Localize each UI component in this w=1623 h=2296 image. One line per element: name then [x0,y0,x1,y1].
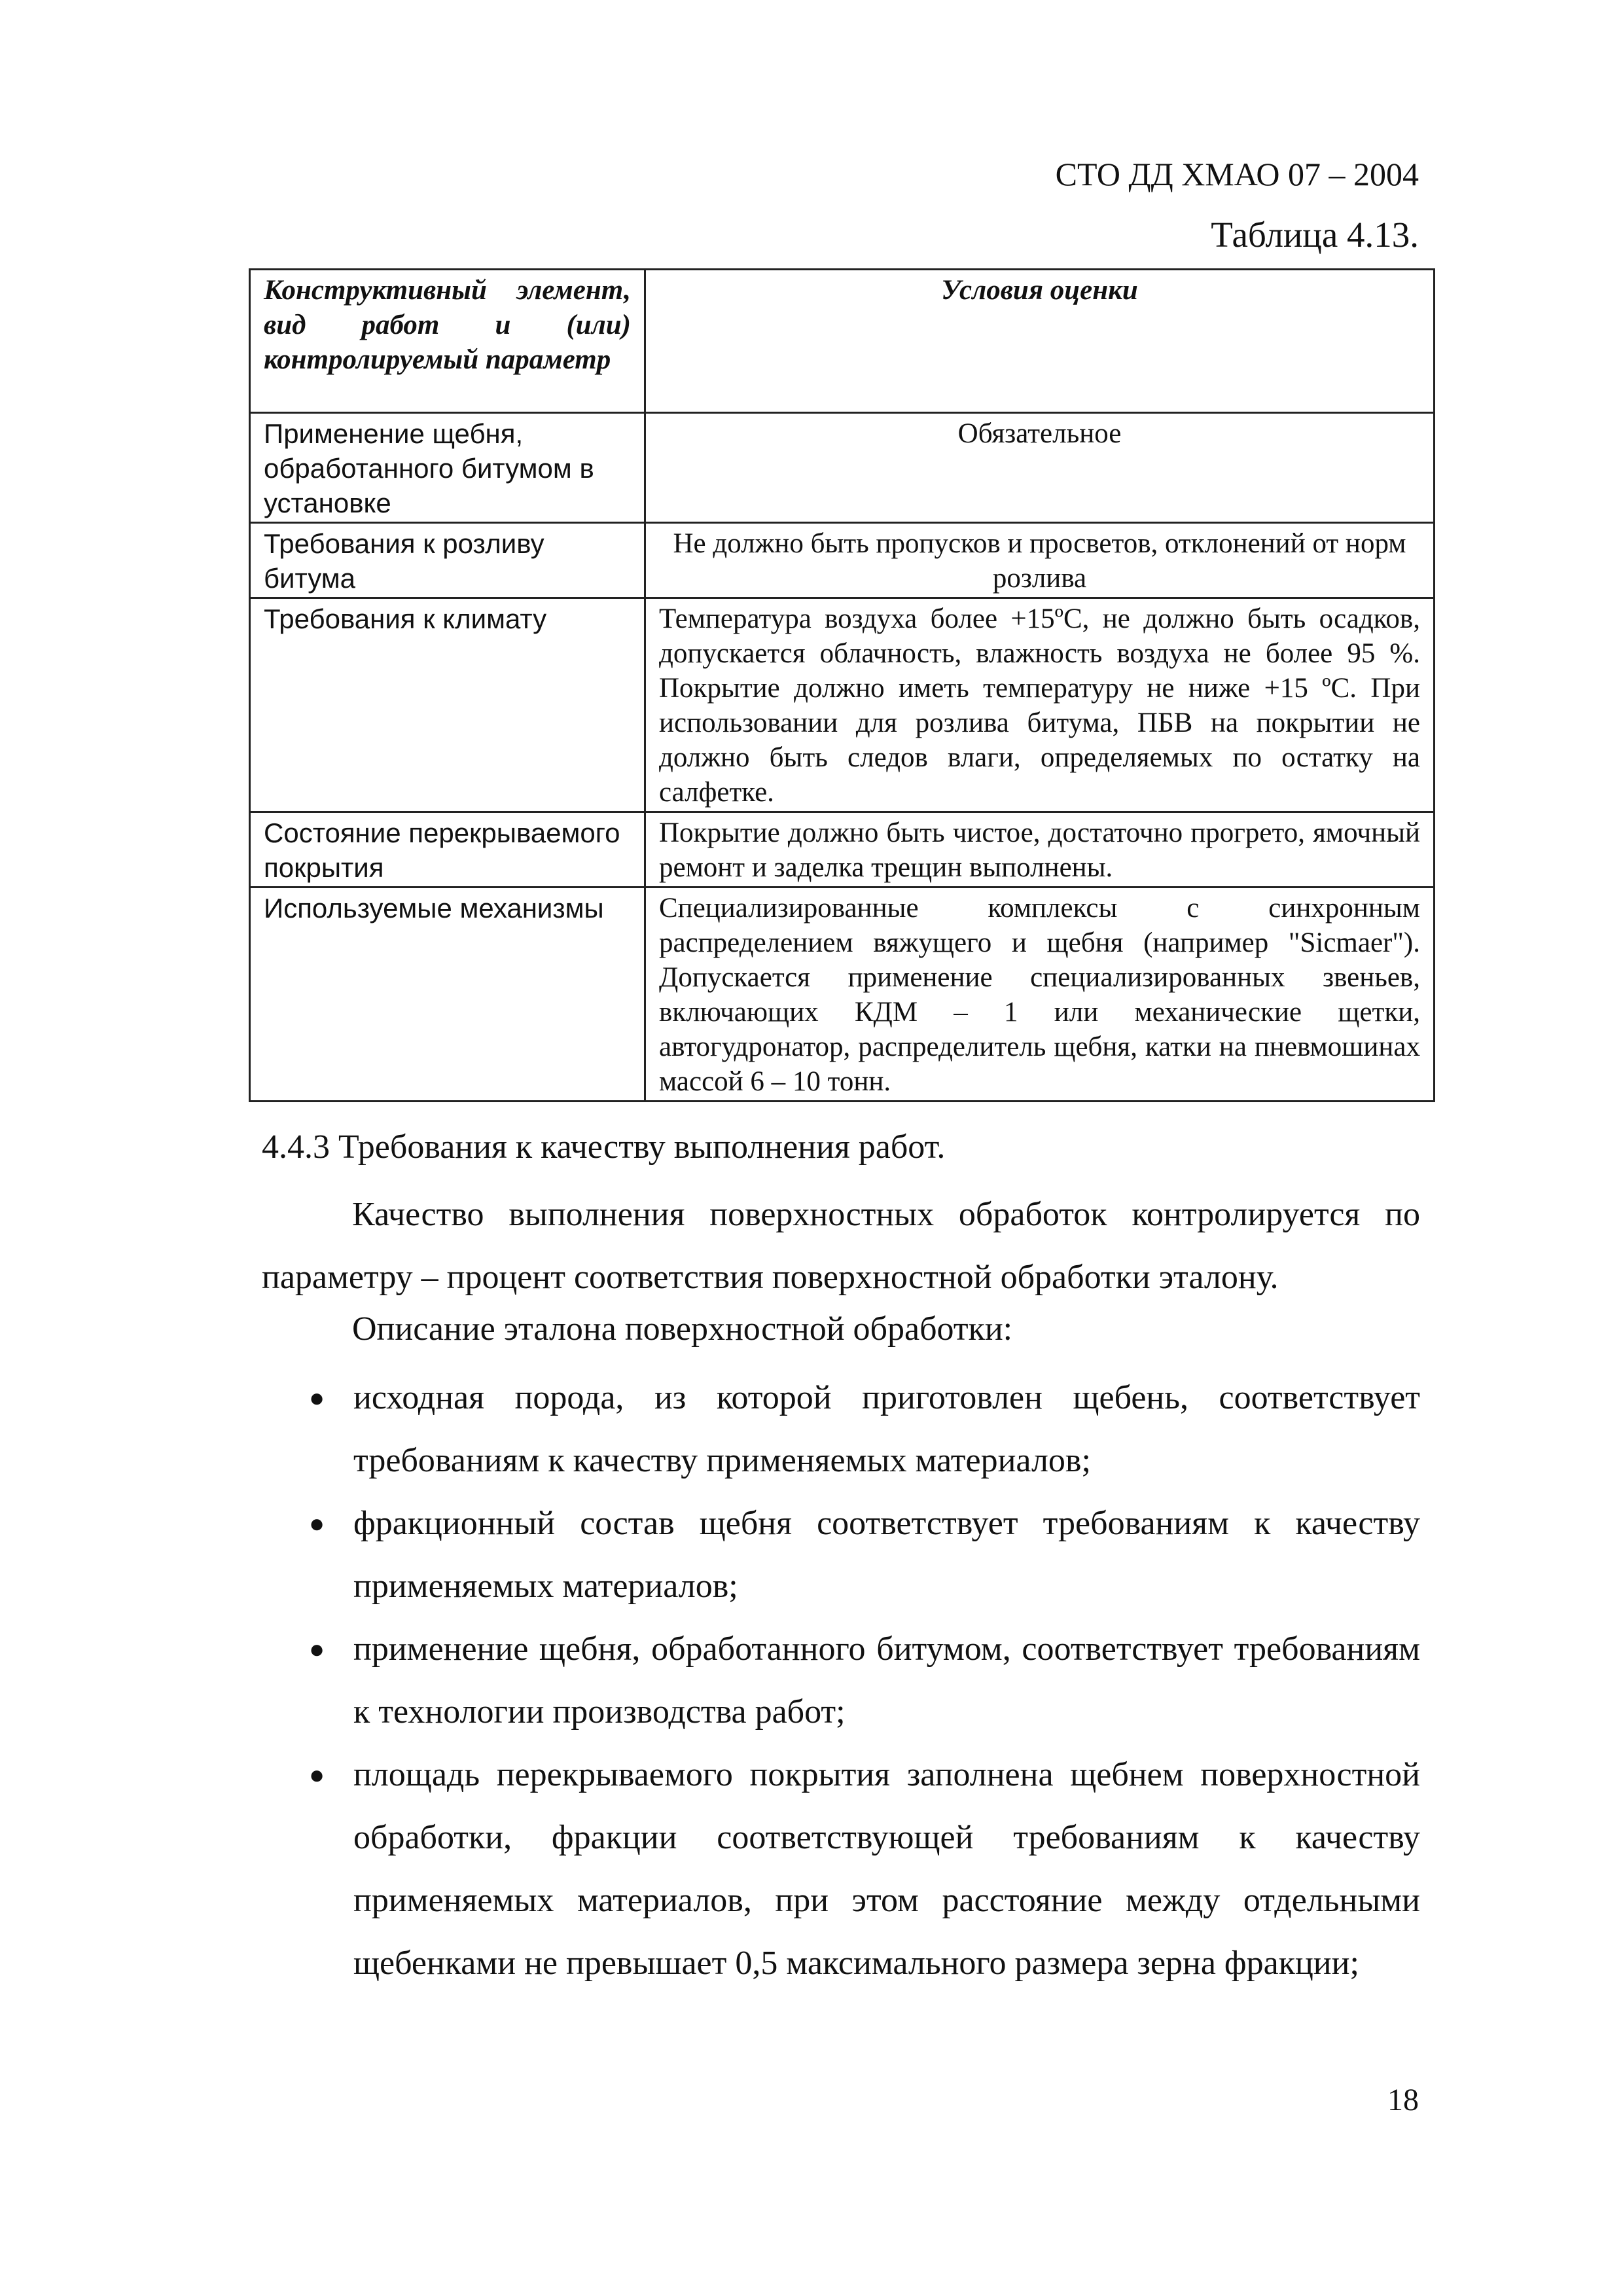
table-cell: Используемые механизмы [250,888,645,1102]
table-row [250,598,1435,812]
table-cell: Применение щебня, обработанного битумом в установке [250,413,645,523]
table-cell: Требования к розливу битума [250,523,645,598]
table-row [250,888,1435,1102]
list-item [262,1744,1420,1995]
table-cell: Не должно быть пропусков и просветов, отклонений от норм розлива [645,523,1435,598]
body-paragraph: Описание эталона поверхностной обработки: [352,1310,1013,1348]
table-header-cell: Конструктивный элемент, вид работ и (или) контролируемый параметр [250,270,645,413]
table-row [250,812,1435,888]
table-row [250,413,1435,523]
document-code: СТО ДД ХМАО 07 – 2004 [1055,156,1419,192]
evaluation-table [249,268,1435,1102]
table-row [250,523,1435,598]
table-cell: Требования к климату [250,598,645,812]
table-cell: Обязательное [645,413,1435,523]
list-item [262,1492,1420,1618]
page-number: 18 [1387,2083,1419,2117]
bullet-list [262,1367,1420,1995]
table-cell: Специализированные комплексы с синхронным распределением вяжущего и щебня (например "Sicmaer"). Допускается применение специализированных звеньев, включающих КДМ – 1 или механические щетки, автогудронатор, распределитель щебня, катки на пневмошинах массой 6 – 10 тонн. [645,888,1435,1102]
table-header-row [250,270,1435,413]
bullet-icon: ● [309,1383,325,1412]
section-title: 4.4.3 Требования к качеству выполнения работ. [262,1128,946,1166]
body-paragraph: Качество выполнения поверхностных обработок контролируется по параметру – процент соответствия поверхностной обработки эталону. [262,1196,1420,1296]
bullet-icon: ● [309,1634,325,1664]
table-label: Таблица 4.13. [1211,215,1419,255]
table-cell: Температура воздуха более +15ºС, не должно быть осадков, допускается облачность, влажность воздуха не более 95 %. Покрытие должно иметь температуру не ниже +15 ºС. При использовании для розлива битума, ПБВ на покрытии не должно быть следов влаги, определяемых по остатку на салфетке. [645,598,1435,812]
table-header-cell: Условия оценки [645,270,1435,413]
list-item-text: площадь перекрываемого покрытия заполнена щебнем поверхностной обработки, фракции соответствующей требованиям к качеству применяемых материалов, при этом расстояние между отдельными щебенками не превышает 0,5 максимального размера зерна фракции; [353,1756,1420,1982]
bullet-icon: ● [309,1509,325,1538]
list-item-text: применение щебня, обработанного битумом, соответствует требованиям к технологии производства работ; [353,1630,1420,1731]
list-item [262,1367,1420,1492]
table-cell: Состояние перекрываемого покрытия [250,812,645,888]
list-item-text: фракционный состав щебня соответствует требованиям к качеству применяемых материалов; [353,1505,1420,1605]
list-item-text: исходная порода, из которой приготовлен щебень, соответствует требованиям к качеству применяемых материалов; [353,1379,1420,1479]
table-cell: Покрытие должно быть чистое, достаточно прогрето, ямочный ремонт и заделка трещин выполнены. [645,812,1435,888]
bullet-icon: ● [309,1760,325,1789]
list-item [262,1618,1420,1744]
